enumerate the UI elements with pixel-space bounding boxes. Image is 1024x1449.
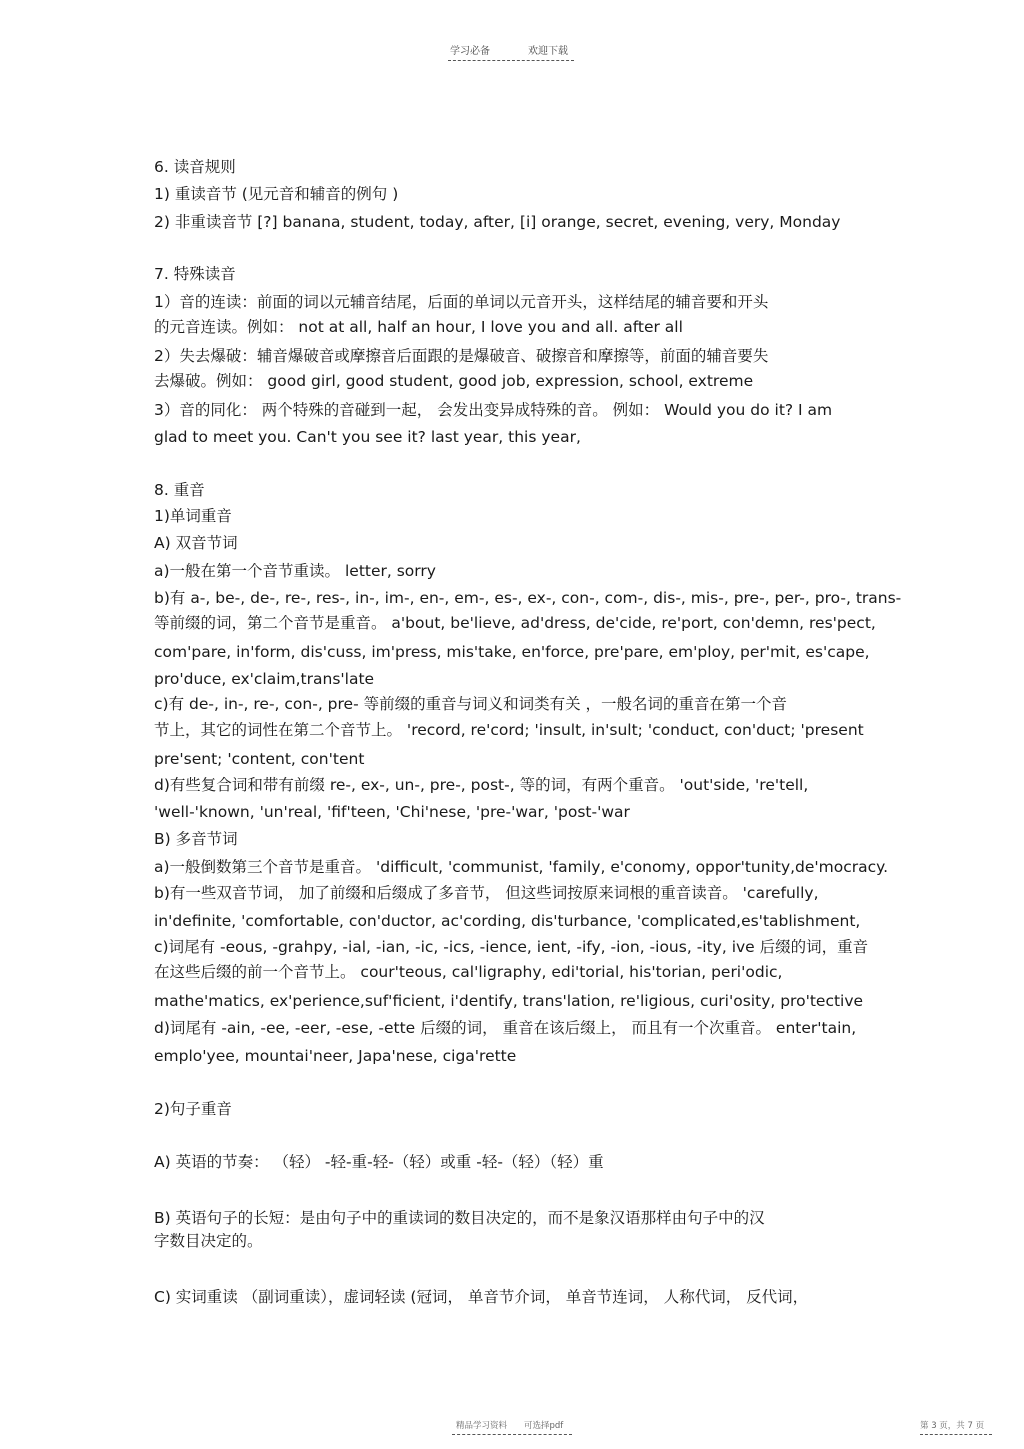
footer-page-number: 第 3 页，共 7 页 bbox=[920, 1421, 985, 1431]
text-line: 在这些后缀的前一个音节上。 cour'teous, cal'ligraphy, edi'torial, his'torian, peri'odic, bbox=[154, 963, 783, 981]
text-line: A) 英语的节奏： （轻） -轻-重-轻-（轻）或重 -轻-（轻）（轻）重 bbox=[154, 1153, 604, 1171]
text-line: 2）失去爆破：辅音爆破音或摩擦音后面跟的是爆破音、破擦音和摩擦等，前面的辅音要失 bbox=[154, 347, 769, 365]
text-line: 8. 重音 bbox=[154, 481, 205, 499]
text-line: 1) 重读音节 (见元音和辅音的例句 ) bbox=[154, 185, 399, 203]
header-right-text: 欢迎下载 bbox=[528, 46, 568, 57]
text-line: in'definite, 'comfortable, con'ductor, ac'cording, dis'turbance, 'complicated,es'tablishment, bbox=[154, 912, 861, 930]
text-line: d)词尾有 -ain, -ee, -eer, -ese, -ette 后缀的词， 重音在该后缀上， 而且有一个次重音。 enter'tain, bbox=[154, 1019, 857, 1037]
text-line: 'well-'known, 'un'real, 'fif'teen, 'Chi'nese, 'pre-'war, 'post-'war bbox=[154, 803, 630, 821]
text-line: 1）音的连读：前面的词以元辅音结尾，后面的单词以元音开头，这样结尾的辅音要和开头 bbox=[154, 293, 769, 311]
text-line: a)一般倒数第三个音节是重音。 'difficult, 'communist, 'family, e'conomy, oppor'tunity,de'mocracy. bbox=[154, 858, 889, 876]
footer-center-text: 精品学习资料 可选择pdf bbox=[456, 1421, 564, 1431]
text-line: 7. 特殊读音 bbox=[154, 265, 236, 283]
footer-divider bbox=[452, 1434, 572, 1435]
text-line: 1)单词重音 bbox=[154, 507, 232, 525]
text-line: 2)句子重音 bbox=[154, 1100, 232, 1118]
text-line: 字数目决定的。 bbox=[154, 1232, 263, 1250]
header-divider bbox=[448, 60, 574, 61]
text-line: 的元音连读。例如： not at all, half an hour, I love you and all. after all bbox=[154, 318, 683, 336]
text-line: a)一般在第一个音节重读。 letter, sorry bbox=[154, 562, 436, 580]
text-line: A) 双音节词 bbox=[154, 534, 238, 552]
text-line: 2) 非重读音节 [?] banana, student, today, after, [i] orange, secret, evening, very, Monday bbox=[154, 213, 841, 231]
text-line: mathe'matics, ex'perience,suf'ficient, i'dentify, trans'lation, re'ligious, curi'osity, pro'tective bbox=[154, 992, 864, 1010]
text-line: d)有些复合词和带有前缀 re-, ex-, un-, pre-, post-, 等的词，有两个重音。 'out'side, 're'tell, bbox=[154, 776, 809, 794]
text-line: 6. 读音规则 bbox=[154, 158, 236, 176]
text-line: 等前缀的词，第二个音节是重音。 a'bout, be'lieve, ad'dress, de'cide, re'port, con'demn, res'pect, bbox=[154, 614, 876, 632]
text-line: 3）音的同化： 两个特殊的音碰到一起， 会发出变异成特殊的音。 例如： Would you do it? I am bbox=[154, 401, 833, 419]
text-line: glad to meet you. Can't you see it? last year, this year, bbox=[154, 428, 581, 446]
text-line: c)词尾有 -eous, -grahpy, -ial, -ian, -ic, -ics, -ience, ient, -ify, -ion, -ious, -ity, ive 后缀的词，重音 bbox=[154, 938, 869, 956]
text-line: B) 英语句子的长短：是由句子中的重读词的数目决定的，而不是象汉语那样由句子中的汉 bbox=[154, 1209, 765, 1227]
text-line: pre'sent; 'content, con'tent bbox=[154, 750, 365, 768]
header-left-text: 学习必备 bbox=[450, 46, 490, 57]
text-line: emplo'yee, mountai'neer, Japa'nese, ciga'rette bbox=[154, 1047, 517, 1065]
text-line: 节上，其它的词性在第二个音节上。 'record, re'cord; 'insult, in'sult; 'conduct, con'duct; 'present bbox=[154, 721, 864, 739]
text-line: B) 多音节词 bbox=[154, 830, 238, 848]
text-line: c)有 de-, in-, re-, con-, pre- 等前缀的重音与词义和词类有关 ，一般名词的重音在第一个音 bbox=[154, 695, 788, 713]
text-line: 去爆破。例如： good girl, good student, good job, expression, school, extreme bbox=[154, 372, 754, 390]
text-line: C) 实词重读 （副词重读），虚词轻读 (冠词， 单音节介词， 单音节连词， 人称代词， 反代词， bbox=[154, 1288, 809, 1306]
footer-page-divider bbox=[920, 1434, 992, 1435]
text-line: pro'duce, ex'claim,trans'late bbox=[154, 670, 375, 688]
text-line: b)有一些双音节词， 加了前缀和后缀成了多音节， 但这些词按原来词根的重音读音。 'carefully, bbox=[154, 884, 819, 902]
text-line: com'pare, in'form, dis'cuss, im'press, mis'take, en'force, pre'pare, em'ploy, per'mit, es'cape, bbox=[154, 643, 870, 661]
text-line: b)有 a-, be-, de-, re-, res-, in-, im-, en-, em-, es-, ex-, con-, com-, dis-, mis-, pre-, per-, pro-, trans- bbox=[154, 589, 902, 607]
